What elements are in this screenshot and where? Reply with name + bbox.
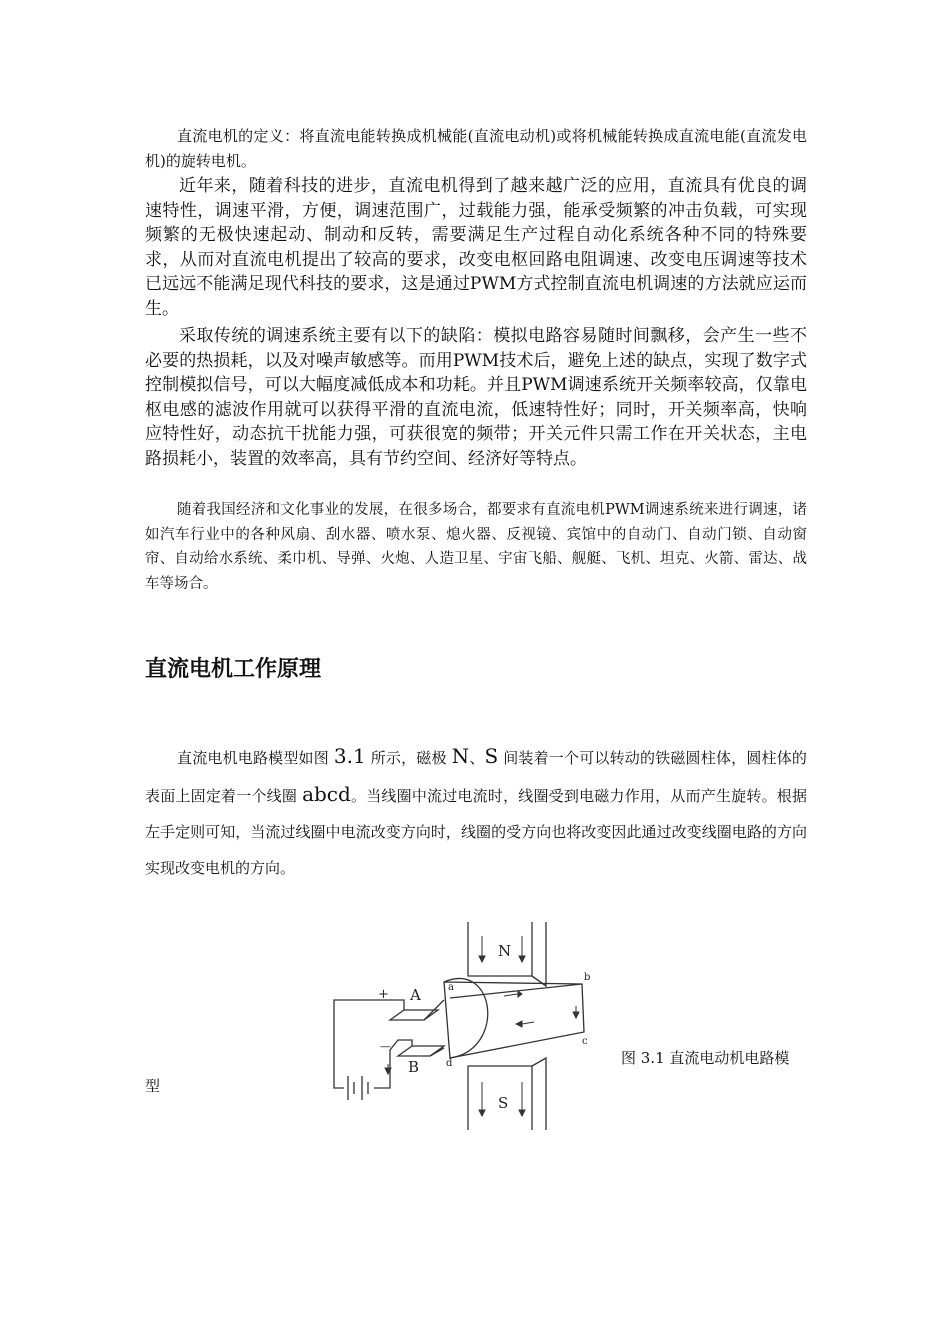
label-brush-a: A bbox=[410, 986, 421, 1004]
principle-text-1: 直流电机电路模型如图 bbox=[177, 749, 329, 767]
principle-text-4: 。当线圈中流过电流时，线圈受到电磁力作用，从而产生旋转。根据左手定则可知，当流过线圈中电流改变方向时，线圈的受方向也将改变因此通过改变线圈电路的方向实现改变电机的方向。 bbox=[145, 787, 807, 877]
principle-text-3: 间装着一个可以转动的铁磁圆柱体，圆柱体的表面上固定着一个线圈 bbox=[145, 749, 807, 805]
label-b: b bbox=[584, 972, 591, 983]
figure-caption-tail: 型 bbox=[145, 1077, 161, 1095]
north-pole-face bbox=[532, 922, 546, 986]
principle-paragraph bbox=[145, 738, 807, 886]
label-plus: + bbox=[378, 987, 389, 1002]
south-pole-face bbox=[532, 1058, 546, 1130]
principle-sep: 、 bbox=[469, 749, 485, 767]
figure-ref: 3.1 bbox=[333, 744, 366, 768]
label-a: a bbox=[448, 982, 454, 993]
coil-label: abcd bbox=[302, 782, 351, 806]
label-d: d bbox=[446, 1058, 453, 1069]
label-minus: — bbox=[380, 1040, 391, 1053]
pole-s: S bbox=[484, 744, 499, 768]
section-heading: 直流电机工作原理 bbox=[145, 657, 322, 682]
brush-a bbox=[390, 1010, 438, 1020]
label-brush-b: B bbox=[408, 1058, 420, 1076]
principle-text-2: 所示，磁极 bbox=[370, 749, 447, 767]
dc-motor-circuit-diagram bbox=[326, 920, 616, 1132]
drawbacks-paragraph: 采取传统的调速系统主要有以下的缺陷：模拟电路容易随时间飘移，会产生一些不必要的热损耗，以及对噪声敏感等。而用PWM技术后，避免上述的缺点，实现了数字式控制模拟信号，可以大幅度减低成本和功耗。并且PWM调速系统开关频率较高，仅靠电枢电感的滤波作用就可以获得平滑的直流电流，低速特性好；同时，开关频率高，快响应特性好，动态抗干扰能力强，可获很宽的频带；开关元件只需工作在开关状态，主电路损耗小，装置的效率高，具有节约空间、经济好等特点。 bbox=[145, 326, 807, 469]
applications-paragraph: 随着我国经济和文化事业的发展，在很多场合，都要求有直流电机PWM调速系统来进行调速，诸如汽车行业中的各种风扇、刮水器、喷水泵、熄火器、反视镜、宾馆中的自动门、自动门锁、自动窗帘、自动给水系统、柔巾机、导弹、火炮、人造卫星、宇宙飞船、舰艇、飞机、坦克、火箭、雷达、战车等场合。 bbox=[145, 502, 807, 592]
figure-caption: 图 3.1 直流电动机电路模 bbox=[621, 1049, 790, 1067]
coil bbox=[444, 982, 584, 1058]
circuit-wire bbox=[334, 1000, 404, 1088]
pole-n: N bbox=[451, 744, 470, 768]
definition-paragraph: 直流电机的定义：将直流电能转换成机械能(直流电动机)或将机械能转换成直流电能(直流发电机)的旋转电机。 bbox=[145, 127, 807, 170]
label-s: S bbox=[498, 1094, 509, 1112]
label-c: c bbox=[582, 1036, 588, 1047]
brush-b bbox=[398, 1046, 444, 1056]
label-n: N bbox=[498, 942, 512, 960]
background-paragraph: 近年来，随着科技的进步，直流电机得到了越来越广泛的应用，直流具有优良的调速特性，调速平滑，方便，调速范围广，过载能力强，能承受频繁的冲击负载，可实现频繁的无极快速起动、制动和反转，需要满足生产过程自动化系统各种不同的特殊要求，从而对直流电机提出了较高的要求，改变电枢回路电阻调速、改变电压调速等技术已远远不能满足现代科技的要求，这是通过PWM方式控制直流电机调速的方法就应运而生。 bbox=[145, 176, 807, 319]
